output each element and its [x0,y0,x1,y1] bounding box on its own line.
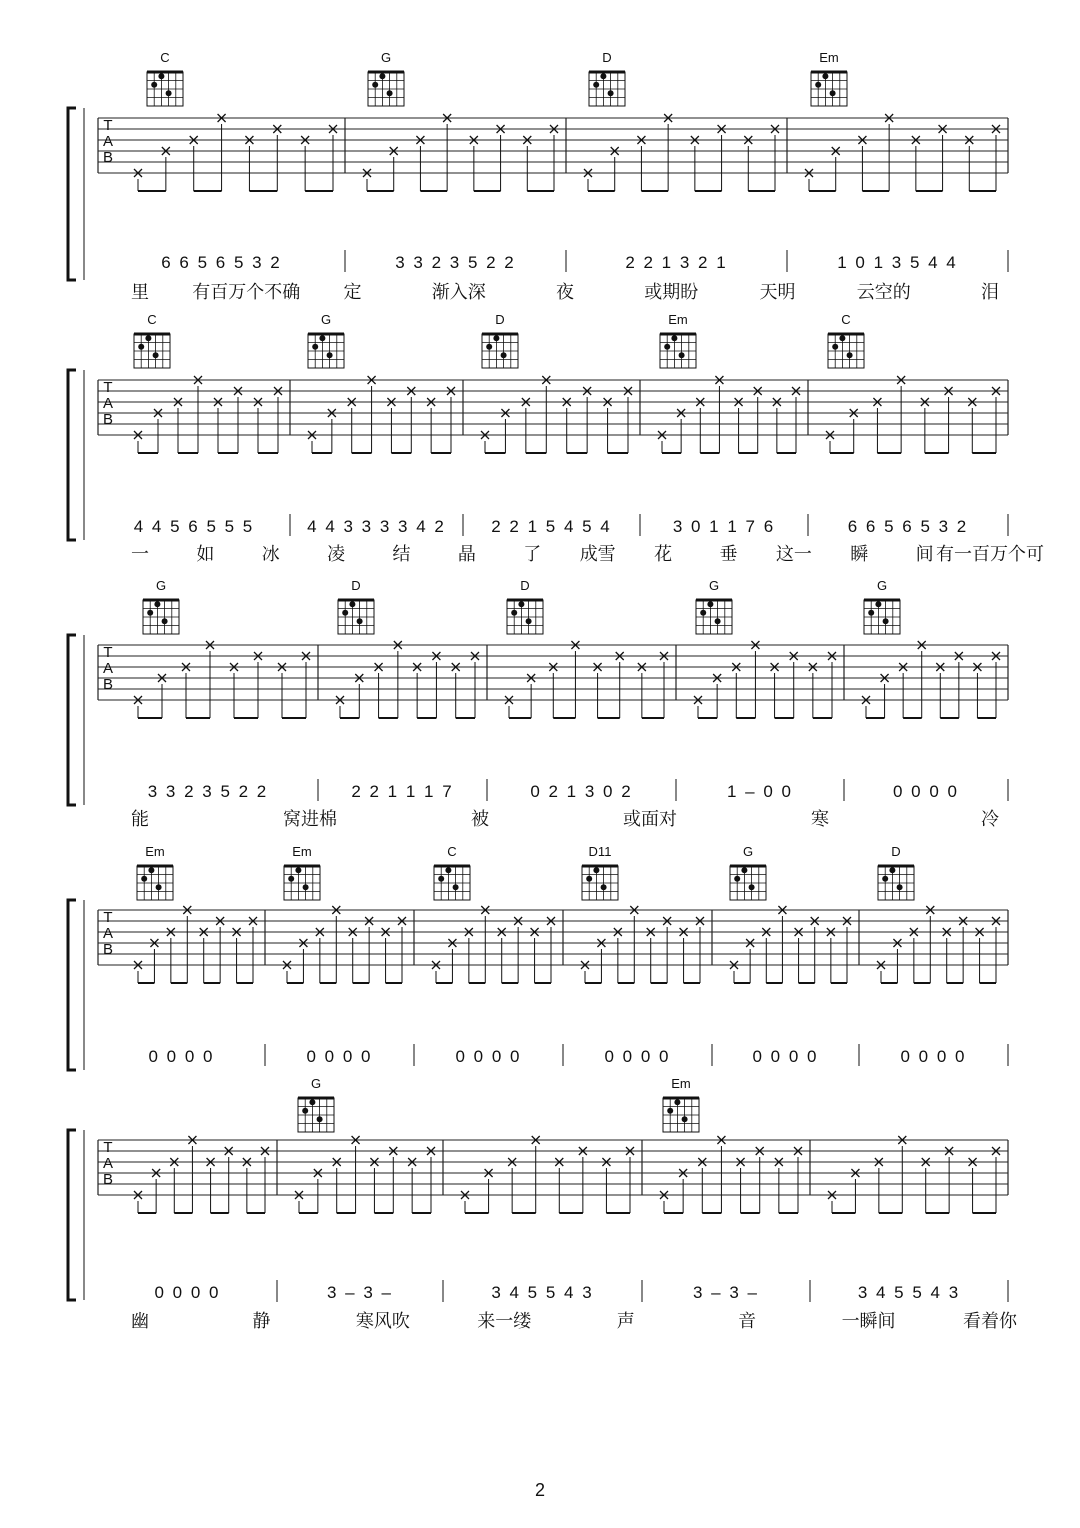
lyric-fragment: 寒 [811,809,829,830]
chord-diagram [284,844,320,900]
chord-finger-dot [682,1116,688,1122]
chord-finger-dot [493,335,499,341]
system-bracket [68,900,76,1070]
notation-measure: 3 4 5 5 4 3 [491,1283,594,1302]
chord-finger-dot [839,335,845,341]
lyric-fragment: 成雪 [579,544,616,565]
lyric-fragment: 一 [131,544,149,565]
system-bracket [68,1130,76,1300]
chord-finger-dot [303,884,309,890]
system-bracket [68,108,76,280]
chord-finger-dot [664,344,670,350]
chord-finger-dot [153,352,159,358]
chord-diagram [878,844,914,900]
chord-finger-dot [145,335,151,341]
chord-name: D11 [588,844,612,859]
chord-diagram [338,578,374,634]
notation-measure: 4 4 5 6 5 5 5 [133,517,255,536]
chord-finger-dot [868,610,874,616]
notation-measure: 1 – 0 0 [727,782,793,801]
notation-measure: 0 0 0 0 [893,782,959,801]
lyric-fragment: 静 [252,1311,271,1332]
tab-letter-b: B [102,411,114,428]
lyric-fragment: 音 [738,1311,757,1332]
chord-finger-dot [387,90,393,96]
chord-finger-dot [372,82,378,88]
chord-diagram [811,50,847,106]
chord-finger-dot [156,884,162,890]
chord-name: D [351,578,361,593]
chord-diagram [137,844,173,900]
chord-finger-dot [141,876,147,882]
chord-name: G [876,578,888,593]
system-bracket [68,370,76,540]
lyric-fragment: 一瞬间 [841,1311,896,1332]
chord-diagram [828,312,864,368]
system-1 [68,50,1008,303]
lyric-fragment: 垂 [719,544,738,565]
notation-measure: 3 4 5 5 4 3 [857,1283,961,1302]
lyric-fragment: 定 [343,282,362,303]
tab-letter-a: A [102,925,114,942]
chord-name: G [742,844,754,859]
chord-finger-dot [815,82,821,88]
system-5 [68,1076,1018,1332]
chord-finger-dot [342,610,348,616]
chord-finger-dot [151,82,157,88]
notation-measure: 4 4 3 3 3 3 4 2 [307,517,446,536]
chord-name: Em [671,1076,691,1091]
lyric-fragment: 寒风吹 [355,1311,410,1332]
tab-letter-b: B [102,149,114,166]
chord-name: G [155,578,167,593]
system-bracket [68,635,76,805]
page-number: 2 [534,1480,545,1500]
chord-finger-dot [586,876,592,882]
lyric-fragment: 瞬 [850,544,869,565]
chord-name: G [310,1076,322,1091]
chord-name: C [447,844,457,859]
chord-finger-dot [154,601,160,607]
chord-finger-dot [295,867,301,873]
chord-diagram [434,844,470,900]
chord-finger-dot [312,344,318,350]
chord-diagram [147,50,183,106]
notation-measure: 0 0 0 0 [306,1047,373,1066]
chord-name: G [320,312,332,327]
tab-letter-a: A [102,1155,114,1172]
chord-diagram [582,844,618,900]
notation-measure: 0 0 0 0 [604,1047,671,1066]
tab-letter-a: A [102,395,114,412]
chord-finger-dot [749,884,755,890]
chord-finger-dot [608,90,614,96]
lyric-fragment: 幽 [131,1311,149,1332]
lyric-fragment: 冰 [261,544,280,565]
tab-letter-b: B [102,1171,114,1188]
lyric-fragment: 来一缕 [477,1311,532,1332]
notation-measure: 0 0 0 0 [900,1047,967,1066]
chord-name: Em [145,844,165,859]
lyric-fragment: 凌 [327,544,346,565]
chord-finger-dot [883,618,889,624]
lyric-fragment: 或期盼 [644,282,699,303]
lyric-fragment: 有百万个不确 [192,282,301,303]
notation-measure: 0 0 0 0 [154,1283,221,1302]
chord-finger-dot [526,618,532,624]
chord-finger-dot [667,1108,673,1114]
lyric-fragment: 了 [523,544,542,565]
notation-measure: 0 0 0 0 [752,1047,819,1066]
notation-measure: 2 2 1 3 2 1 [625,253,728,272]
chord-name: Em [819,50,839,65]
chord-diagram [589,50,625,106]
lyric-fragment: 天明 [759,282,796,303]
tab-letter-t: T [103,117,113,134]
chord-finger-dot [715,618,721,624]
lyric-fragment: 有一百万个可 [936,544,1044,565]
lyric-fragment: 看着你 [963,1311,1017,1332]
lyric-fragment: 晶 [457,544,476,565]
chord-finger-dot [288,876,294,882]
lyric-fragment: 夜 [556,282,574,303]
lyric-fragment: 花 [654,544,673,565]
chord-finger-dot [679,352,685,358]
chord-finger-dot [501,352,507,358]
chord-finger-dot [158,73,164,79]
chord-finger-dot [319,335,325,341]
chord-name: G [380,50,392,65]
lyric-fragment: 窝进棉 [283,809,337,830]
chord-diagram [134,312,170,368]
chord-name: Em [292,844,312,859]
chord-name: D [520,578,530,593]
notation-measure: 6 6 5 6 5 3 2 [847,517,969,536]
lyric-fragment: 或面对 [623,809,677,830]
chord-finger-dot [674,1099,680,1105]
chord-finger-dot [593,867,599,873]
lyric-fragment: 如 [196,544,215,565]
notation-measure: 3 3 2 3 5 2 2 [395,253,516,272]
chord-finger-dot [889,867,895,873]
chord-finger-dot [518,601,524,607]
chord-finger-dot [438,876,444,882]
tab-letter-a: A [102,133,114,150]
lyric-fragment: 冷 [981,809,999,830]
chord-name: D [891,844,901,859]
chord-finger-dot [486,344,492,350]
chord-finger-dot [822,73,828,79]
chord-finger-dot [700,610,706,616]
lyric-fragment: 泪 [981,282,999,303]
notation-measure: 2 2 1 1 1 7 [351,782,454,801]
chord-finger-dot [148,867,154,873]
notation-measure: 0 2 1 3 0 2 [530,782,633,801]
lyric-fragment: 间 [915,544,934,565]
chord-finger-dot [897,884,903,890]
chord-name: G [708,578,720,593]
lyric-fragment: 里 [131,282,149,303]
tab-letter-t: T [103,1139,113,1156]
lyric-fragment: 这一 [775,544,812,565]
system-3 [68,578,1008,830]
chord-finger-dot [601,884,607,890]
chord-name: C [841,312,851,327]
lyric-fragment: 被 [471,809,489,830]
chord-finger-dot [349,601,355,607]
system-4 [68,844,1008,1070]
chord-finger-dot [830,90,836,96]
notation-measure: 3 0 1 1 7 6 [672,517,776,536]
notation-measure: 1 0 1 3 5 4 4 [837,253,958,272]
lyric-fragment: 云空的 [856,282,911,303]
notation-measure: 3 3 2 3 5 2 2 [147,782,269,801]
notation-measure: 6 6 5 6 5 3 2 [161,253,282,272]
chord-finger-dot [162,618,168,624]
chord-finger-dot [671,335,677,341]
notation-measure: 0 0 0 0 [148,1047,215,1066]
chord-finger-dot [327,352,333,358]
tab-letter-b: B [102,676,114,693]
chord-finger-dot [302,1108,308,1114]
chord-finger-dot [309,1099,315,1105]
chord-finger-dot [600,73,606,79]
chord-finger-dot [847,352,853,358]
chord-name: D [495,312,505,327]
tab-letter-t: T [103,379,113,396]
chord-finger-dot [875,601,881,607]
chord-finger-dot [882,876,888,882]
chord-finger-dot [453,884,459,890]
chord-diagram [730,844,766,900]
chord-diagram [298,1076,334,1132]
chord-diagram [507,578,543,634]
notation-measure: 3 – 3 – [693,1283,759,1302]
chord-finger-dot [147,610,153,616]
chord-diagram [482,312,518,368]
tab-letter-t: T [103,644,113,661]
chord-diagram [368,50,404,106]
notation-measure: 2 2 1 5 4 5 4 [491,517,612,536]
chord-finger-dot [707,601,713,607]
tab-letter-a: A [102,660,114,677]
tab-letter-t: T [103,909,113,926]
chord-finger-dot [317,1116,323,1122]
chord-finger-dot [445,867,451,873]
chord-diagram [864,578,900,634]
chord-finger-dot [832,344,838,350]
chord-finger-dot [357,618,363,624]
chord-diagram [308,312,344,368]
chord-name: C [147,312,157,327]
chord-finger-dot [511,610,517,616]
chord-diagram [143,578,179,634]
lyric-fragment: 结 [392,544,411,565]
chord-finger-dot [734,876,740,882]
chord-name: D [602,50,612,65]
chord-diagram [660,312,696,368]
chord-finger-dot [741,867,747,873]
chord-finger-dot [593,82,599,88]
notation-measure: 3 – 3 – [327,1283,393,1302]
chord-finger-dot [166,90,172,96]
system-2 [68,312,1044,565]
notation-measure: 0 0 0 0 [455,1047,522,1066]
lyric-fragment: 声 [616,1311,635,1332]
chord-diagram [663,1076,699,1132]
chord-name: C [160,50,170,65]
chord-name: Em [668,312,688,327]
chord-diagram [696,578,732,634]
lyric-fragment: 能 [131,809,149,830]
chord-finger-dot [379,73,385,79]
lyric-fragment: 渐入深 [431,282,486,303]
chord-finger-dot [138,344,144,350]
tab-letter-b: B [102,941,114,958]
